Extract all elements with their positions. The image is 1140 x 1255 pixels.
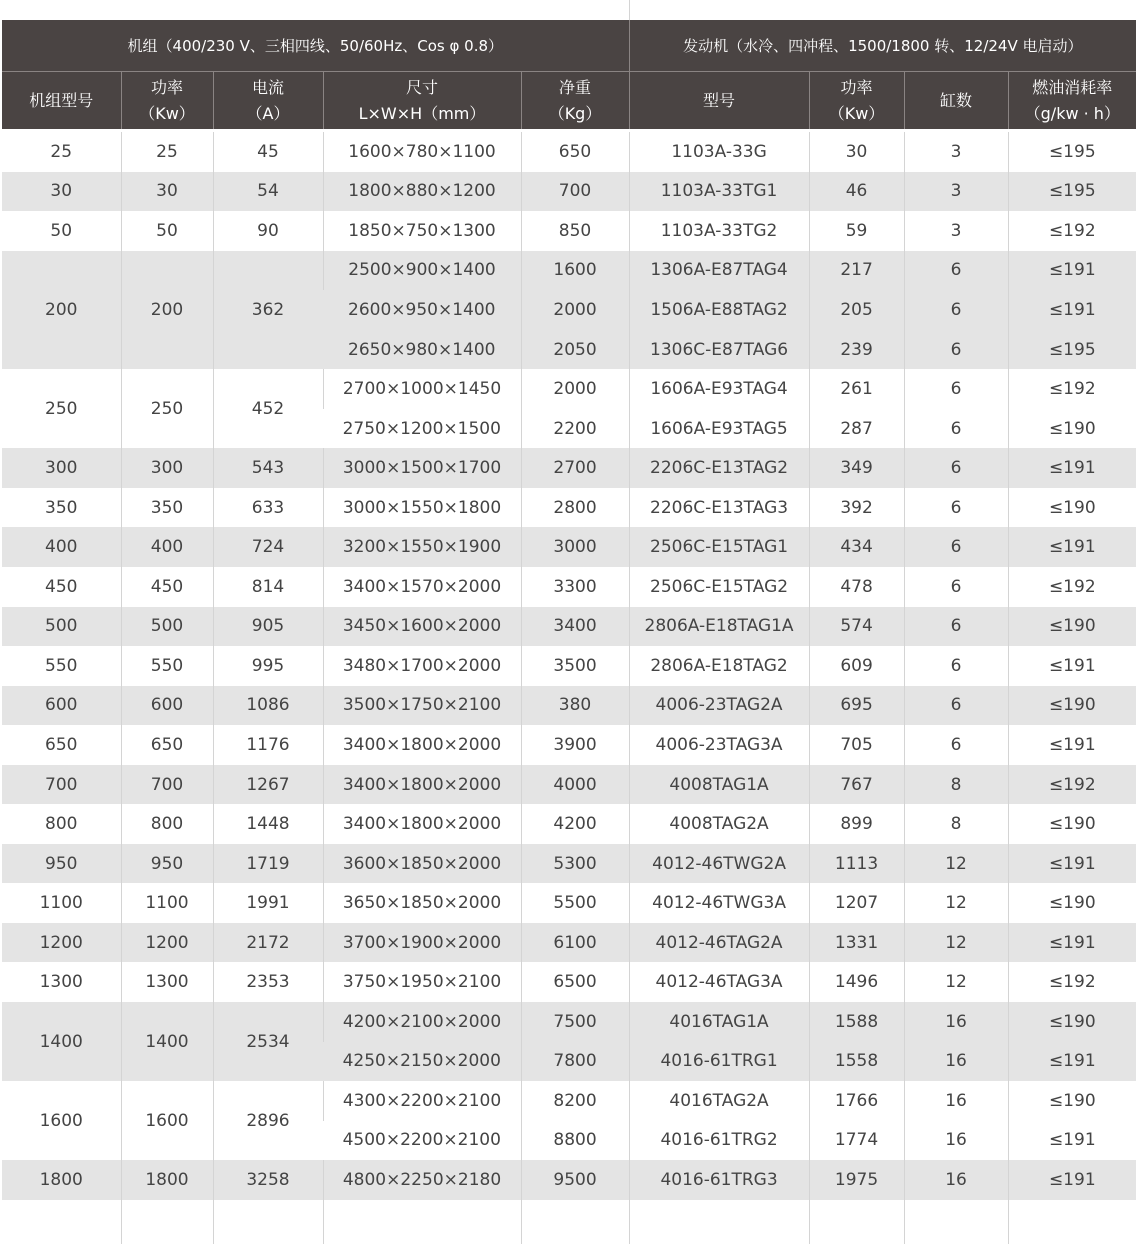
cell-power: 1300 bbox=[121, 962, 213, 1002]
cell-engine-power: 899 bbox=[809, 804, 904, 844]
cell-weight: 2050 bbox=[521, 330, 629, 370]
cell-current: 54 bbox=[213, 172, 323, 212]
cell-power: 1600 bbox=[121, 1081, 213, 1160]
cell-fuel: ≤190 bbox=[1008, 409, 1136, 449]
cell-model: 30 bbox=[2, 172, 121, 212]
cell-cylinders: 8 bbox=[904, 765, 1008, 805]
cell-engine-power: 1975 bbox=[809, 1160, 904, 1200]
top-divider-line bbox=[629, 0, 630, 20]
table-row bbox=[2, 527, 1136, 567]
cell-engine-model: 1103A-33TG1 bbox=[629, 172, 809, 212]
cell-fuel: ≤195 bbox=[1008, 330, 1136, 370]
cell-engine-power: 1588 bbox=[809, 1002, 904, 1042]
cell-fuel: ≤191 bbox=[1008, 448, 1136, 488]
group-header-row bbox=[2, 20, 1136, 72]
cell-weight: 7800 bbox=[521, 1042, 629, 1082]
cell-engine-model: 4016TAG1A bbox=[629, 1002, 809, 1042]
cell-cylinders: 6 bbox=[904, 251, 1008, 291]
cell-weight: 2000 bbox=[521, 290, 629, 330]
cell-engine-model: 2806A-E18TAG2 bbox=[629, 646, 809, 686]
cell-fuel: ≤191 bbox=[1008, 646, 1136, 686]
empty-cell bbox=[213, 1200, 323, 1244]
cell-model: 550 bbox=[45, 655, 78, 676]
cell-cylinders: 12 bbox=[904, 883, 1008, 923]
cell-fuel: ≤192 bbox=[1008, 765, 1136, 805]
cell-cylinders: 3 bbox=[904, 211, 1008, 251]
cell-model: 600 bbox=[2, 686, 121, 726]
cell-engine-model: 4016-61TRG2 bbox=[629, 1121, 809, 1161]
col-header-model: 机组型号 bbox=[2, 72, 121, 131]
col-header-size: 尺寸 L×W×H（mm） bbox=[323, 72, 521, 131]
cell-cylinders: 6 bbox=[904, 646, 1008, 686]
cell-cylinders: 6 bbox=[904, 290, 1008, 330]
cell-cylinders: 6 bbox=[904, 488, 1008, 528]
cell-size: 1800×880×1200 bbox=[323, 172, 521, 212]
cell-engine-model: 4012-46TAG3A bbox=[629, 962, 809, 1002]
cell-weight: 7500 bbox=[521, 1002, 629, 1042]
cell-weight: 6500 bbox=[521, 962, 629, 1002]
cell-current: 1448 bbox=[213, 804, 323, 844]
cell-current: 1086 bbox=[213, 686, 323, 726]
cell-cylinders: 6 bbox=[904, 369, 1008, 409]
cell-engine-power: 392 bbox=[809, 488, 904, 528]
cell-engine-model: 1606A-E93TAG4 bbox=[629, 369, 809, 409]
cell-cylinders: 16 bbox=[904, 1042, 1008, 1082]
table-row bbox=[2, 844, 1136, 884]
cell-fuel: ≤190 bbox=[1008, 607, 1136, 647]
cell-engine-power: 1774 bbox=[809, 1121, 904, 1161]
cell-engine-power: 1207 bbox=[809, 883, 904, 923]
cell-weight: 5300 bbox=[521, 844, 629, 884]
cell-current: 633 bbox=[213, 488, 323, 528]
cell-model: 400 bbox=[2, 527, 121, 567]
cell-cylinders: 12 bbox=[904, 844, 1008, 884]
cell-power: 950 bbox=[121, 844, 213, 884]
table-row bbox=[2, 1160, 1136, 1200]
cell-model: 350 bbox=[45, 497, 78, 518]
cell-weight: 8800 bbox=[521, 1121, 629, 1161]
cell-cylinders: 6 bbox=[904, 527, 1008, 567]
cell-engine-model: 4016-61TRG3 bbox=[629, 1160, 809, 1200]
col-header-fuel: 燃油消耗率 （g/kw · h） bbox=[1008, 72, 1136, 131]
cell-model: 700 bbox=[2, 765, 121, 805]
cell-engine-model: 4012-46TWG2A bbox=[629, 844, 809, 884]
table-row bbox=[2, 923, 1136, 963]
cell-engine-model: 1306C-E87TAG6 bbox=[629, 330, 809, 370]
cell-current: 2353 bbox=[213, 962, 323, 1002]
cell-size: 2500×900×1400 bbox=[323, 251, 521, 291]
cell-weight: 4200 bbox=[521, 804, 629, 844]
cell-engine-power: 46 bbox=[809, 172, 904, 212]
cell-size: 2600×950×1400 bbox=[323, 290, 521, 330]
cell-current: 452 bbox=[213, 369, 323, 448]
cell-weight: 3900 bbox=[521, 725, 629, 765]
cell-current: 1719 bbox=[213, 844, 323, 884]
cell-model: 25 bbox=[2, 131, 121, 172]
cell-cylinders: 6 bbox=[904, 686, 1008, 726]
cell-engine-power: 1113 bbox=[809, 844, 904, 884]
cell-model: 1400 bbox=[2, 1002, 121, 1081]
cell-fuel: ≤190 bbox=[1008, 488, 1136, 528]
table-row bbox=[2, 725, 1136, 765]
cell-weight: 3500 bbox=[521, 646, 629, 686]
cell-weight: 2700 bbox=[521, 448, 629, 488]
cell-engine-power: 695 bbox=[809, 686, 904, 726]
cell-model: 250 bbox=[45, 398, 78, 419]
empty-cell bbox=[323, 1200, 521, 1244]
empty-cell bbox=[2, 1200, 121, 1244]
cell-engine-power: 30 bbox=[809, 131, 904, 172]
cell-current: 2896 bbox=[213, 1081, 323, 1160]
empty-trailing-row bbox=[2, 1200, 1136, 1244]
col-header-weight: 净重 （Kg） bbox=[521, 72, 629, 131]
cell-fuel: ≤190 bbox=[1008, 1081, 1136, 1121]
cell-size: 2650×980×1400 bbox=[323, 330, 521, 370]
cell-engine-power: 261 bbox=[809, 369, 904, 409]
cell-power: 50 bbox=[121, 211, 213, 251]
cell-cylinders: 16 bbox=[904, 1081, 1008, 1121]
cell-engine-model: 2506C-E15TAG2 bbox=[629, 567, 809, 607]
cell-engine-power: 217 bbox=[809, 251, 904, 291]
cell-engine-power: 287 bbox=[809, 409, 904, 449]
cell-model: 450 bbox=[45, 576, 78, 597]
table-row bbox=[2, 1081, 1136, 1121]
cell-weight: 5500 bbox=[521, 883, 629, 923]
col-header-power: 功率 （Kw） bbox=[121, 72, 213, 131]
cell-size: 3400×1800×2000 bbox=[323, 804, 521, 844]
cell-cylinders: 6 bbox=[904, 725, 1008, 765]
cell-size: 3200×1550×1900 bbox=[323, 527, 521, 567]
cell-size: 3480×1700×2000 bbox=[323, 646, 521, 686]
cell-power: 1400 bbox=[121, 1002, 213, 1081]
cell-size: 3400×1800×2000 bbox=[323, 765, 521, 805]
cell-size: 3400×1800×2000 bbox=[323, 725, 521, 765]
cell-weight: 380 bbox=[521, 686, 629, 726]
cell-engine-power: 205 bbox=[809, 290, 904, 330]
cell-model: 200 bbox=[2, 251, 121, 370]
cell-power: 400 bbox=[121, 527, 213, 567]
cell-power: 450 bbox=[121, 567, 213, 607]
cell-model: 1200 bbox=[2, 923, 121, 963]
cell-current: 362 bbox=[213, 251, 323, 370]
cell-fuel: ≤191 bbox=[1008, 251, 1136, 291]
cell-size: 1850×750×1300 bbox=[323, 211, 521, 251]
cell-cylinders: 16 bbox=[904, 1160, 1008, 1200]
cell-current: 543 bbox=[213, 448, 323, 488]
empty-cell bbox=[121, 1200, 213, 1244]
cell-cylinders: 6 bbox=[904, 448, 1008, 488]
cell-current: 905 bbox=[213, 607, 323, 647]
cell-power: 30 bbox=[121, 172, 213, 212]
cell-fuel: ≤190 bbox=[1008, 804, 1136, 844]
cell-current: 2534 bbox=[213, 1002, 323, 1081]
cell-cylinders: 6 bbox=[904, 330, 1008, 370]
cell-weight: 700 bbox=[521, 172, 629, 212]
cell-size: 2700×1000×1450 bbox=[323, 369, 521, 409]
cell-power: 600 bbox=[121, 686, 213, 726]
cell-model: 1100 bbox=[39, 893, 83, 914]
empty-cell bbox=[629, 1200, 809, 1244]
table-row bbox=[2, 131, 1136, 172]
cell-size: 3600×1850×2000 bbox=[323, 844, 521, 884]
table-row bbox=[2, 488, 1136, 528]
cell-model: 1600 bbox=[39, 1110, 83, 1131]
table-row bbox=[2, 251, 1136, 291]
cell-engine-model: 2806A-E18TAG1A bbox=[629, 607, 809, 647]
column-header-row bbox=[2, 72, 1136, 131]
cell-model: 1800 bbox=[2, 1160, 121, 1200]
table-row bbox=[2, 1002, 1136, 1042]
cell-model: 800 bbox=[45, 814, 78, 835]
cell-engine-model: 4012-46TAG2A bbox=[629, 923, 809, 963]
cell-weight: 8200 bbox=[521, 1081, 629, 1121]
cell-engine-model: 4008TAG2A bbox=[629, 804, 809, 844]
col-header-cylinders: 缸数 bbox=[904, 72, 1008, 131]
cell-power: 200 bbox=[121, 251, 213, 370]
cell-size: 3750×1950×2100 bbox=[323, 962, 521, 1002]
cell-weight: 2000 bbox=[521, 369, 629, 409]
cell-engine-power: 349 bbox=[809, 448, 904, 488]
cell-power: 350 bbox=[121, 488, 213, 528]
cell-weight: 3300 bbox=[521, 567, 629, 607]
cell-fuel: ≤191 bbox=[1008, 1042, 1136, 1082]
cell-engine-power: 239 bbox=[809, 330, 904, 370]
cell-model: 50 bbox=[50, 220, 73, 241]
cell-fuel: ≤191 bbox=[1008, 1160, 1136, 1200]
cell-fuel: ≤195 bbox=[1008, 131, 1136, 172]
cell-engine-power: 1496 bbox=[809, 962, 904, 1002]
engine-group-header: 发动机（水冷、四冲程、1500/1800 转、12/24V 电启动） bbox=[629, 20, 1136, 72]
cell-size: 3650×1850×2000 bbox=[323, 883, 521, 923]
cell-power: 1200 bbox=[121, 923, 213, 963]
generator-spec-table bbox=[2, 20, 1136, 1244]
cell-cylinders: 16 bbox=[904, 1002, 1008, 1042]
cell-engine-power: 434 bbox=[809, 527, 904, 567]
empty-cell bbox=[904, 1200, 1008, 1244]
cell-engine-model: 4012-46TWG3A bbox=[629, 883, 809, 923]
cell-cylinders: 6 bbox=[904, 409, 1008, 449]
cell-engine-power: 1766 bbox=[809, 1081, 904, 1121]
col-header-engine-model: 型号 bbox=[629, 72, 809, 131]
cell-fuel: ≤191 bbox=[1008, 290, 1136, 330]
cell-size: 4200×2100×2000 bbox=[323, 1002, 521, 1042]
cell-size: 3000×1550×1800 bbox=[323, 488, 521, 528]
cell-model: 1300 bbox=[39, 972, 83, 993]
empty-cell bbox=[1008, 1200, 1136, 1244]
cell-current: 45 bbox=[213, 131, 323, 172]
cell-engine-power: 705 bbox=[809, 725, 904, 765]
col-header-current: 电流 （A） bbox=[213, 72, 323, 131]
cell-model: 950 bbox=[2, 844, 121, 884]
cell-engine-model: 2206C-E13TAG2 bbox=[629, 448, 809, 488]
cell-engine-model: 1103A-33G bbox=[629, 131, 809, 172]
cell-cylinders: 3 bbox=[904, 131, 1008, 172]
cell-size: 3000×1500×1700 bbox=[323, 448, 521, 488]
cell-fuel: ≤191 bbox=[1008, 844, 1136, 884]
cell-power: 300 bbox=[121, 448, 213, 488]
cell-cylinders: 6 bbox=[904, 607, 1008, 647]
cell-fuel: ≤195 bbox=[1008, 172, 1136, 212]
cell-weight: 2800 bbox=[521, 488, 629, 528]
cell-size: 1600×780×1100 bbox=[323, 131, 521, 172]
cell-cylinders: 6 bbox=[904, 567, 1008, 607]
table-row bbox=[2, 211, 1136, 251]
cell-fuel: ≤192 bbox=[1008, 962, 1136, 1002]
cell-current: 995 bbox=[213, 646, 323, 686]
cell-current: 90 bbox=[213, 211, 323, 251]
unit-group-header: 机组（400/230 V、三相四线、50/60Hz、Cos φ 0.8） bbox=[2, 20, 629, 72]
cell-weight: 2200 bbox=[521, 409, 629, 449]
cell-current: 2172 bbox=[213, 923, 323, 963]
cell-engine-power: 1331 bbox=[809, 923, 904, 963]
cell-fuel: ≤192 bbox=[1008, 211, 1136, 251]
cell-fuel: ≤191 bbox=[1008, 725, 1136, 765]
table-row bbox=[2, 883, 1136, 923]
cell-weight: 6100 bbox=[521, 923, 629, 963]
cell-fuel: ≤192 bbox=[1008, 567, 1136, 607]
cell-size: 3700×1900×2000 bbox=[323, 923, 521, 963]
table-row bbox=[2, 607, 1136, 647]
cell-size: 3450×1600×2000 bbox=[323, 607, 521, 647]
cell-engine-model: 4008TAG1A bbox=[629, 765, 809, 805]
cell-engine-model: 1306A-E87TAG4 bbox=[629, 251, 809, 291]
cell-current: 3258 bbox=[213, 1160, 323, 1200]
cell-engine-model: 4006-23TAG3A bbox=[629, 725, 809, 765]
cell-current: 814 bbox=[213, 567, 323, 607]
cell-cylinders: 8 bbox=[904, 804, 1008, 844]
cell-power: 500 bbox=[121, 607, 213, 647]
cell-cylinders: 12 bbox=[904, 962, 1008, 1002]
cell-cylinders: 3 bbox=[904, 172, 1008, 212]
cell-power: 25 bbox=[121, 131, 213, 172]
cell-current: 1267 bbox=[213, 765, 323, 805]
cell-current: 1176 bbox=[213, 725, 323, 765]
cell-size: 4800×2250×2180 bbox=[323, 1160, 521, 1200]
cell-engine-power: 478 bbox=[809, 567, 904, 607]
cell-engine-power: 59 bbox=[809, 211, 904, 251]
cell-power: 250 bbox=[121, 369, 213, 448]
cell-power: 700 bbox=[121, 765, 213, 805]
table-row bbox=[2, 369, 1136, 409]
cell-power: 800 bbox=[121, 804, 213, 844]
cell-model: 500 bbox=[2, 607, 121, 647]
table-row bbox=[2, 962, 1136, 1002]
cell-engine-model: 4016TAG2A bbox=[629, 1081, 809, 1121]
empty-cell bbox=[809, 1200, 904, 1244]
cell-weight: 9500 bbox=[521, 1160, 629, 1200]
table-row bbox=[2, 567, 1136, 607]
col-header-engine-power: 功率 （Kw） bbox=[809, 72, 904, 131]
cell-weight: 3000 bbox=[521, 527, 629, 567]
cell-power: 1800 bbox=[121, 1160, 213, 1200]
cell-fuel: ≤191 bbox=[1008, 1121, 1136, 1161]
cell-cylinders: 12 bbox=[904, 923, 1008, 963]
cell-power: 650 bbox=[121, 725, 213, 765]
table-row bbox=[2, 448, 1136, 488]
table-row bbox=[2, 646, 1136, 686]
cell-weight: 3400 bbox=[521, 607, 629, 647]
cell-engine-power: 1558 bbox=[809, 1042, 904, 1082]
cell-model: 300 bbox=[2, 448, 121, 488]
cell-fuel: ≤192 bbox=[1008, 369, 1136, 409]
cell-size: 2750×1200×1500 bbox=[342, 418, 501, 439]
cell-power: 550 bbox=[121, 646, 213, 686]
cell-engine-power: 767 bbox=[809, 765, 904, 805]
cell-engine-model: 1103A-33TG2 bbox=[629, 211, 809, 251]
cell-engine-model: 2506C-E15TAG1 bbox=[629, 527, 809, 567]
cell-weight: 1600 bbox=[521, 251, 629, 291]
table-row bbox=[2, 804, 1136, 844]
table-row bbox=[2, 172, 1136, 212]
cell-fuel: ≤190 bbox=[1008, 1002, 1136, 1042]
spec-table-body bbox=[2, 131, 1136, 1244]
cell-fuel: ≤190 bbox=[1008, 686, 1136, 726]
cell-fuel: ≤191 bbox=[1008, 527, 1136, 567]
cell-engine-model: 1506A-E88TAG2 bbox=[629, 290, 809, 330]
cell-engine-model: 1606A-E93TAG5 bbox=[629, 409, 809, 449]
cell-weight: 850 bbox=[521, 211, 629, 251]
cell-size: 3500×1750×2100 bbox=[323, 686, 521, 726]
cell-engine-power: 574 bbox=[809, 607, 904, 647]
cell-engine-model: 4006-23TAG2A bbox=[629, 686, 809, 726]
cell-size: 4500×2200×2100 bbox=[342, 1130, 501, 1151]
cell-power: 1100 bbox=[121, 883, 213, 923]
cell-size: 4300×2200×2100 bbox=[323, 1081, 521, 1121]
cell-cylinders: 16 bbox=[904, 1121, 1008, 1161]
cell-size: 3400×1570×2000 bbox=[323, 567, 521, 607]
empty-cell bbox=[521, 1200, 629, 1244]
cell-engine-model: 4016-61TRG1 bbox=[629, 1042, 809, 1082]
cell-current: 724 bbox=[213, 527, 323, 567]
cell-current: 1991 bbox=[213, 883, 323, 923]
cell-engine-power: 609 bbox=[809, 646, 904, 686]
cell-weight: 4000 bbox=[521, 765, 629, 805]
cell-size: 4250×2150×2000 bbox=[323, 1042, 521, 1082]
table-row bbox=[2, 765, 1136, 805]
cell-model: 650 bbox=[45, 734, 78, 755]
table-row bbox=[2, 686, 1136, 726]
cell-fuel: ≤191 bbox=[1008, 923, 1136, 963]
cell-fuel: ≤190 bbox=[1008, 883, 1136, 923]
cell-engine-model: 2206C-E13TAG3 bbox=[629, 488, 809, 528]
cell-weight: 650 bbox=[521, 131, 629, 172]
